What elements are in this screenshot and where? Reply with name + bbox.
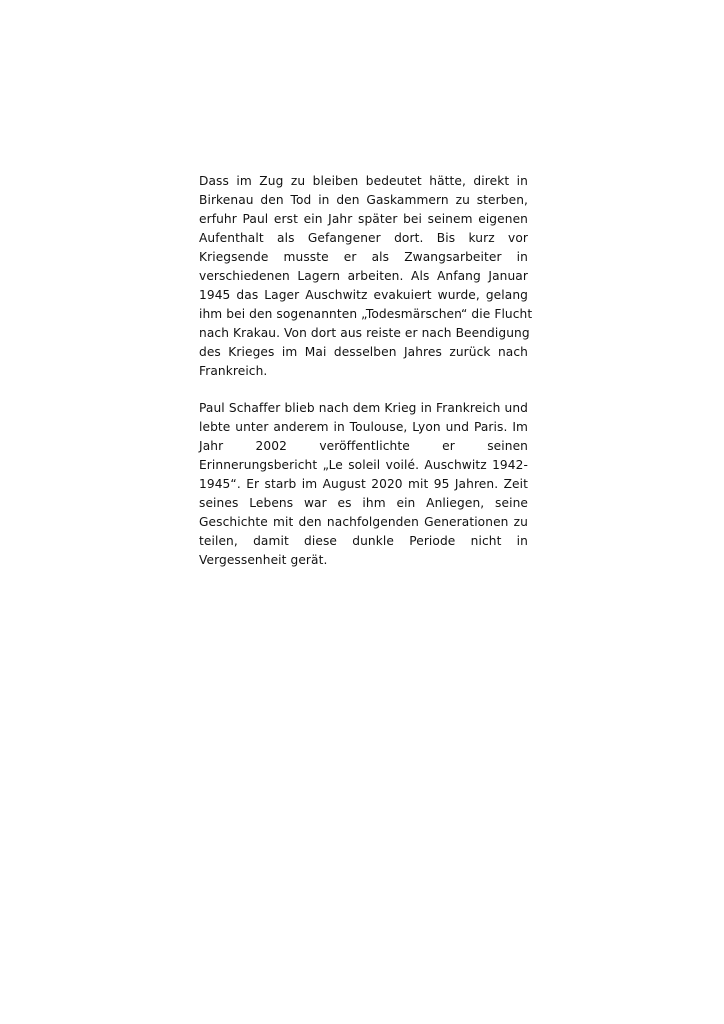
text-line: seines Lebens war es ihm ein Anliegen, seine [199, 496, 528, 511]
text-line: Dass im Zug zu bleiben bedeutet hätte, direkt in [199, 174, 528, 188]
text-line: 1945“. Er starb im August 2020 mit 95 Jahren. Zeit [199, 477, 528, 492]
paragraph-1 [199, 172, 533, 380]
text-line: Aufenthalt als Gefangener dort. Bis kurz vor [199, 230, 528, 245]
body-text [199, 172, 533, 570]
text-line: Erinnerungsbericht „Le soleil voilé. Auschwitz 1942- [199, 458, 528, 473]
text-line: lebte unter anderem in Toulouse, Lyon und Paris. Im [199, 420, 528, 435]
text-line: verschiedenen Lagern arbeiten. Als Anfang Januar [199, 268, 528, 283]
text-line: Birkenau den Tod in den Gaskammern zu sterben, [199, 192, 528, 207]
text-line: Geschichte mit den nachfolgenden Generationen zu [199, 515, 528, 530]
text-line: nach Krakau. Von dort aus reiste er nach Beendigung [199, 325, 530, 340]
text-line: teilen, damit diese dunkle Periode nicht in [199, 534, 528, 549]
paragraph-2 [199, 399, 528, 570]
text-line: erfuhr Paul erst ein Jahr später bei seinem eigenen [199, 211, 528, 226]
text-line: des Krieges im Mai desselben Jahres zurück nach [199, 344, 528, 359]
text-line: Jahr 2002 veröffentlichte er seinen [199, 439, 528, 454]
text-line: Frankreich. [199, 363, 268, 378]
text-line: 1945 das Lager Auschwitz evakuiert wurde, gelang [199, 287, 528, 302]
text-line: Paul Schaffer blieb nach dem Krieg in Frankreich und [199, 401, 528, 416]
text-line: Vergessenheit gerät. [199, 553, 328, 568]
text-line: Kriegsende musste er als Zwangsarbeiter in [199, 249, 528, 264]
text-line: ihm bei den sogenannten „Todesmärschen“ die Flucht [199, 306, 533, 321]
